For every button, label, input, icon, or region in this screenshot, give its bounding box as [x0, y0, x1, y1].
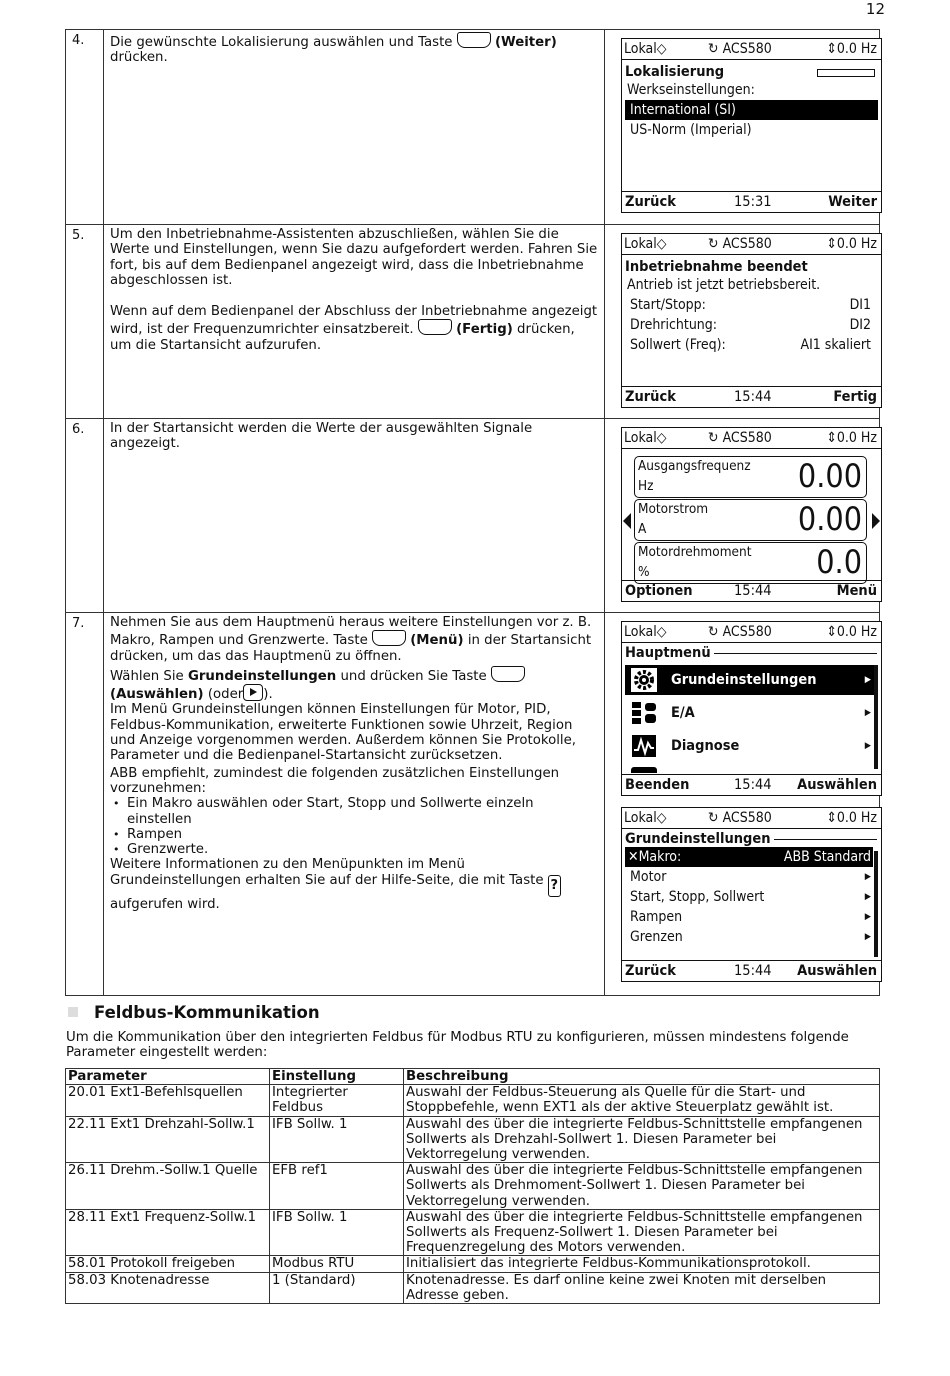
lcd-time: 15:31: [734, 194, 772, 210]
softkey-right-icon: [457, 32, 491, 48]
softkey-right-icon: [372, 630, 406, 646]
menu-item-label: Grundeinstellungen: [671, 672, 817, 688]
signal-box: [634, 542, 867, 584]
panel-cell: [605, 613, 880, 996]
softkey-left[interactable]: Beenden: [625, 777, 690, 793]
lcd-mode: Lokal◇: [624, 41, 667, 57]
lcd-title: Grundeinstellungen: [625, 831, 771, 847]
chevron-right-icon: ▶: [864, 912, 871, 922]
list-item: • Rampen: [127, 827, 598, 842]
diagnose-icon: [631, 734, 657, 758]
step-text: [104, 30, 605, 225]
param-setting: Integrierter Feldbus: [270, 1085, 404, 1116]
lcd-device: ↻ ACS580: [708, 430, 772, 446]
signal-name: Ausgangsfrequenz: [638, 458, 751, 474]
step-text-part: Wählen Sie: [110, 668, 184, 684]
param-name: 28.11 Ext1 Frequenz-Sollw.1: [66, 1209, 270, 1256]
softkey-right[interactable]: Weiter: [828, 194, 877, 210]
lcd-time: 15:44: [734, 389, 772, 405]
lcd-time: 15:44: [734, 777, 772, 793]
scrollbar[interactable]: [874, 851, 878, 957]
step-number: 6.: [66, 419, 104, 613]
step-text-part: in der Startansicht drücken, um das das Hauptmenü zu öffnen.: [110, 633, 592, 664]
signal-value: 0.00: [797, 457, 862, 495]
step-text-part: drücken, um die Startansicht aufzurufen.: [110, 322, 575, 353]
lcd-mode: Lokal◇: [624, 810, 667, 826]
lcd-footer: [622, 580, 881, 601]
step-paragraph: Um den Inbetriebnahme-Assistenten abzuschließen, wählen Sie die Werte und Einstellungen, wenn Sie dazu aufgefordert werden. Fahren Sie fort, bis auf dem Bedienpanel angezeigt wird, dass die Inbetriebnahme abgeschlossen ist.: [110, 227, 598, 288]
step-text: [104, 225, 605, 419]
softkey-right[interactable]: Fertig: [833, 389, 877, 405]
step-text-key: (Fertig): [456, 322, 513, 338]
section-marker-icon: [68, 1007, 78, 1017]
param-setting: 1 (Standard): [270, 1272, 404, 1303]
gear-icon: [631, 668, 657, 692]
lcd-row[interactable]: Grenzen ▶: [630, 929, 871, 945]
chevron-right-icon: ▶: [864, 675, 871, 685]
lcd-row: Werkseinstellungen:: [627, 82, 755, 98]
signal-box: [634, 499, 867, 541]
progress-bar: [817, 69, 875, 77]
menu-item-label: E/A: [671, 705, 695, 721]
softkey-right[interactable]: Auswählen: [797, 963, 877, 979]
section-intro: Um die Kommunikation über den integrierten Feldbus für Modbus RTU zu konfigurieren, müssen mindestens folgende Parameter eingestellt werden:: [66, 1030, 849, 1060]
softkey-left[interactable]: Zurück: [625, 963, 676, 979]
panel-cell: [605, 30, 880, 225]
row-value: ABB Standard: [783, 849, 871, 865]
param-name: 22.11 Ext1 Drehzahl-Sollw.1: [66, 1116, 270, 1163]
softkey-right[interactable]: Menü: [836, 583, 877, 599]
chevron-right-icon: ▶: [864, 872, 871, 882]
param-setting: IFB Sollw. 1: [270, 1209, 404, 1256]
bullet-list: [110, 796, 598, 857]
lcd-device: ↻ ACS580: [708, 624, 772, 640]
lcd-startup-complete: [621, 233, 882, 408]
next-item-icon: [631, 767, 657, 773]
step-paragraph: [110, 304, 598, 353]
chevron-right-icon: ▶: [864, 932, 871, 942]
param-setting: IFB Sollw. 1: [270, 1116, 404, 1163]
softkey-right-icon: [491, 666, 525, 682]
scrollbar[interactable]: [874, 665, 878, 769]
step-row-7: [66, 613, 880, 996]
step-number: 5.: [66, 225, 104, 419]
step-number: 4.: [66, 30, 104, 225]
lcd-footer: [622, 386, 881, 407]
lcd-home-view: [621, 427, 882, 602]
lcd-freq: ⇕0.0 Hz: [826, 624, 877, 640]
softkey-left[interactable]: Zurück: [625, 389, 676, 405]
menu-item-ea[interactable]: [625, 698, 875, 728]
lcd-freq: ⇕0.0 Hz: [826, 430, 877, 446]
table-row: [66, 1116, 880, 1163]
step-number: 7.: [66, 613, 104, 996]
param-description: Auswahl der Feldbus-Steuerung als Quelle für die Start- und Stoppbefehle, wenn EXT1 als der aktive Steuerplatz gewählt ist.: [404, 1085, 880, 1116]
arrow-left-icon[interactable]: [623, 513, 631, 529]
lcd-time: 15:44: [734, 583, 772, 599]
param-name: 58.01 Protokoll freigeben: [66, 1256, 270, 1272]
step-text-part: aufgerufen wird.: [110, 896, 220, 912]
lcd-row: Drehrichtung: DI2: [630, 317, 871, 333]
step-paragraph: ABB empfiehlt, zumindest die folgenden zusätzlichen Einstellungen vorzunehmen:: [110, 765, 560, 796]
signal-value: 0.0: [816, 543, 862, 581]
param-name: 58.03 Knotenadresse: [66, 1272, 270, 1303]
step-text: In der Startansicht werden die Werte der ausgewählten Signale angezeigt.: [104, 419, 605, 613]
softkey-right[interactable]: Auswählen: [797, 777, 877, 793]
step-text-part: ).: [263, 687, 273, 703]
section-heading: [68, 1003, 320, 1022]
io-icon: [631, 701, 657, 725]
lcd-row[interactable]: US-Norm (Imperial): [630, 122, 752, 138]
step-text-part: (oder: [207, 687, 244, 703]
lcd-localization: [621, 38, 882, 213]
step-text-key: (Weiter): [494, 35, 557, 50]
param-description: Auswahl des über die integrierte Feldbus-Schnittstelle empfangenen Sollwerts als Drehzahl-Sollwert 1. Diesen Parameter bei Vektorregelung verwenden.: [404, 1116, 880, 1163]
step-text-key: (Auswählen): [110, 687, 204, 703]
lcd-freq: ⇕0.0 Hz: [826, 41, 877, 57]
signal-name: Motorstrom: [638, 501, 709, 517]
step-text-part: Die gewünschte Lokalisierung auswählen und Taste: [110, 35, 453, 50]
menu-item-grundeinstellungen[interactable]: [625, 665, 875, 695]
softkey-left[interactable]: Optionen: [625, 583, 693, 599]
step-text-key: (Menü): [410, 633, 464, 649]
step-paragraph: Im Menü Grundeinstellungen können Einstellungen für Motor, PID, Feldbus-Kommunikation, erweiterte Funktionen sowie Uhrzeit, Region und Anzeige vorgenommen werden. Außerdem können Sie Protokolle, Parameter und die Bedienpanel-Startansicht zurücksetzen.: [110, 702, 577, 764]
column-header: Parameter: [66, 1069, 270, 1085]
lcd-basic-settings: [621, 807, 882, 982]
lcd-freq: ⇕0.0 Hz: [826, 810, 877, 826]
column-header: Einstellung: [270, 1069, 404, 1085]
table-row: [66, 1209, 880, 1256]
menu-item-diagnose[interactable]: [625, 731, 875, 761]
param-description: Knotenadresse. Es darf online keine zwei Knoten mit derselben Adresse geben.: [404, 1272, 880, 1303]
softkey-right-icon: [418, 319, 452, 335]
step-row-5: [66, 225, 880, 419]
lcd-row: Sollwert (Freq): AI1 skaliert: [630, 337, 871, 353]
table-row: [66, 1256, 880, 1272]
param-setting: Modbus RTU: [270, 1256, 404, 1272]
help-key-icon: ?: [548, 875, 561, 897]
chevron-right-icon: ▶: [864, 708, 871, 718]
lcd-header: [622, 39, 881, 60]
lcd-title: Hauptmenü: [625, 645, 711, 661]
step-text-part: Wenn auf dem Bedienpanel der Abschluss der Inbetriebnahme angezeigt wird, ist der Frequenzumrichter einsatzbereit.: [110, 304, 598, 338]
signal-box: [634, 456, 867, 498]
lcd-row-selected[interactable]: [625, 847, 873, 867]
lcd-line: Antrieb ist jetzt betriebsbereit.: [627, 277, 821, 293]
lcd-row-selected[interactable]: International (SI): [625, 100, 878, 120]
step-text-part: Nehmen Sie aus dem Hauptmenü heraus weitere Einstellungen vor z. B. Makro, Rampen und Grenzwerte. Taste: [110, 615, 592, 649]
step-text-part: Weitere Informationen zu den Menüpunkten im Menü Grundeinstellungen erhalten Sie auf der Hilfe-Seite, die mit Taste: [110, 857, 544, 888]
step-text-key: Grundeinstellungen: [187, 668, 337, 684]
signal-name: Motordrehmoment: [638, 544, 752, 560]
lcd-row: Start/Stopp: DI1: [630, 297, 871, 313]
signal-unit: Hz: [638, 478, 654, 494]
step-row-4: [66, 30, 880, 225]
lcd-device: ↻ ACS580: [708, 41, 772, 57]
chevron-right-icon: ▶: [864, 892, 871, 902]
softkey-left[interactable]: Zurück: [625, 194, 676, 210]
table-row: [66, 1163, 880, 1210]
title-rule: [774, 839, 877, 840]
step-paragraph: [110, 615, 598, 664]
parameter-table: [65, 1068, 880, 1304]
lcd-device: ↻ ACS580: [708, 810, 772, 826]
lcd-mode: Lokal◇: [624, 236, 667, 252]
column-header: Beschreibung: [404, 1069, 880, 1085]
menu-item-label: Diagnose: [671, 738, 740, 754]
chevron-right-icon: ▶: [864, 741, 871, 751]
table-header-row: [66, 1069, 880, 1085]
lcd-footer: [622, 774, 881, 795]
param-name: 20.01 Ext1-Befehlsquellen: [66, 1085, 270, 1116]
lcd-title: Lokalisierung: [625, 64, 725, 80]
section-title: Feldbus-Kommunikation: [94, 1003, 320, 1022]
step-row-6: [66, 419, 880, 613]
list-item: • Ein Makro auswählen oder Start, Stopp und Sollwerte einzeln einstellen: [127, 796, 598, 827]
lcd-header: [622, 622, 881, 643]
table-row: [66, 1085, 880, 1116]
lcd-footer: [622, 191, 881, 212]
row-label: Makro:: [638, 849, 682, 865]
signal-value: 0.00: [797, 500, 862, 538]
lcd-row[interactable]: Motor ▶: [630, 869, 871, 885]
list-item: • Grenzwerte.: [127, 842, 598, 857]
panel-cell: [605, 419, 880, 613]
signal-unit: A: [638, 521, 647, 537]
param-name: 26.11 Drehm.-Sollw.1 Quelle: [66, 1163, 270, 1210]
step-paragraph: [110, 666, 598, 703]
table-row: [66, 1272, 880, 1303]
param-description: Auswahl des über die integrierte Feldbus-Schnittstelle empfangenen Sollwerts als Drehmoment-Sollwert 1. Diesen Parameter bei Vektorregelung verwenden.: [404, 1163, 880, 1210]
lcd-mode: Lokal◇: [624, 624, 667, 640]
lcd-freq: ⇕0.0 Hz: [826, 236, 877, 252]
lcd-row[interactable]: Start, Stopp, Sollwert ▶: [630, 889, 871, 905]
param-description: Initialisiert das integrierte Feldbus-Kommunikationsprotokoll.: [404, 1256, 880, 1272]
lcd-row[interactable]: Rampen ▶: [630, 909, 871, 925]
lcd-device: ↻ ACS580: [708, 236, 772, 252]
title-rule: [714, 653, 877, 654]
lcd-mode: Lokal◇: [624, 430, 667, 446]
lcd-time: 15:44: [734, 963, 772, 979]
lcd-header: [622, 808, 881, 829]
step-text-part: und drücken Sie Taste: [340, 668, 487, 684]
steps-table: [65, 29, 880, 996]
param-setting: EFB ref1: [270, 1163, 404, 1210]
lcd-header: [622, 428, 881, 449]
wrench-icon: ✕: [628, 849, 639, 865]
step-text-part: drücken.: [110, 50, 168, 66]
lcd-main-menu: [621, 621, 882, 796]
param-description: Auswahl des über die integrierte Feldbus-Schnittstelle empfangenen Sollwerts als Frequenz-Sollwert 1. Diesen Parameter bei Frequenzregelung des Motors verwenden.: [404, 1209, 880, 1256]
arrow-right-icon[interactable]: [872, 513, 880, 529]
panel-cell: [605, 225, 880, 419]
lcd-footer: [622, 960, 881, 981]
lcd-header: [622, 234, 881, 255]
arrow-right-key-icon: [243, 684, 263, 701]
lcd-title: Inbetriebnahme beendet: [625, 259, 808, 275]
step-paragraph: [110, 857, 598, 912]
signal-unit: %: [638, 564, 650, 580]
step-text: [104, 613, 605, 996]
page-number: 12: [865, 0, 885, 18]
